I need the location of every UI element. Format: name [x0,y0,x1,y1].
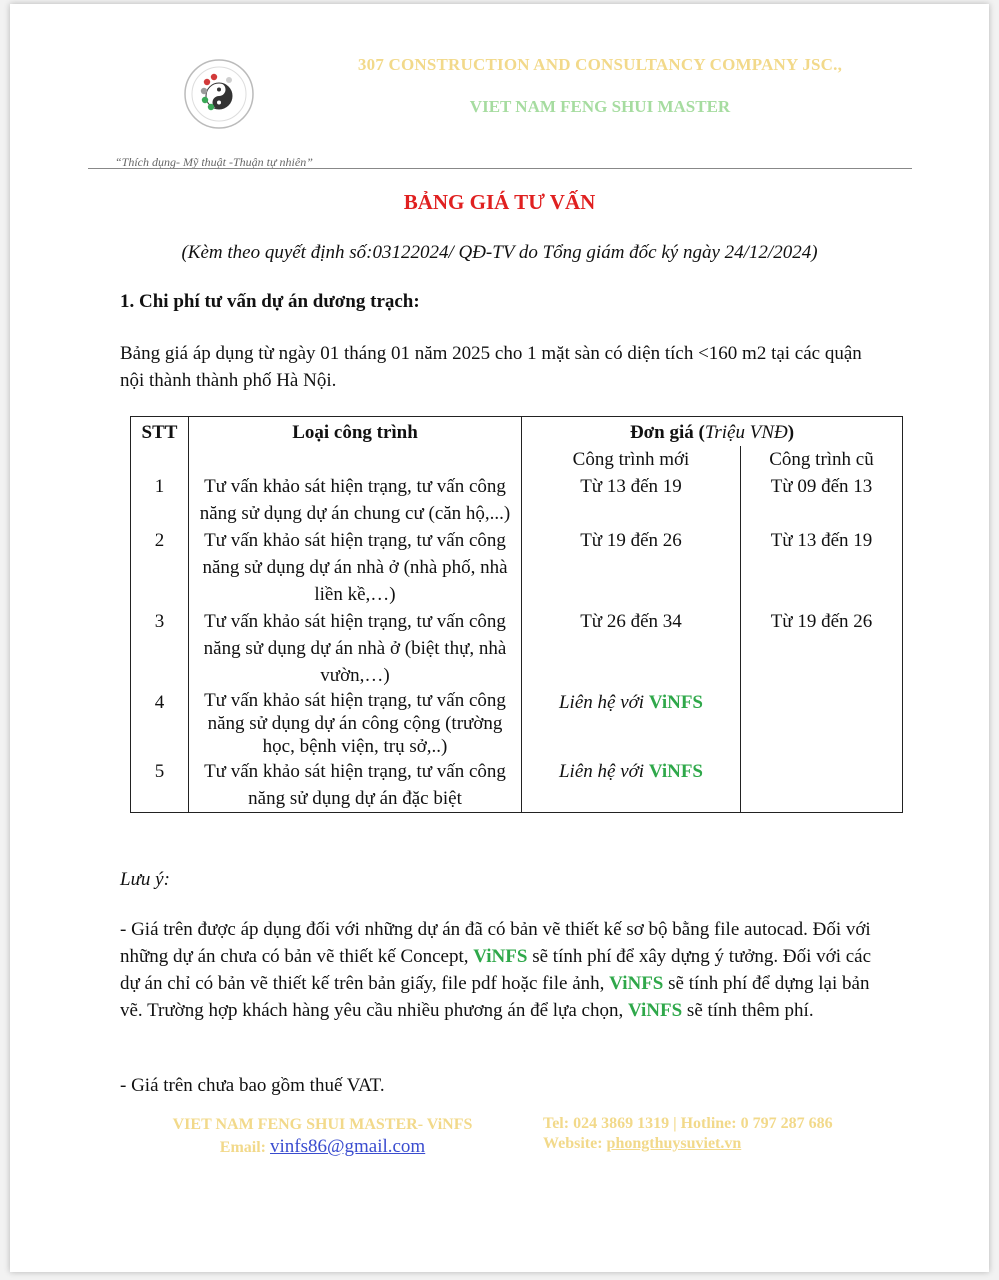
subheader-old: Công trình cũ [741,446,903,473]
row-stt: 3 [131,608,189,689]
table-row [131,689,903,758]
brand-vinfs: ViNFS [648,692,704,713]
note-paragraph-1 [120,916,880,1024]
row-type: Tư vấn khảo sát hiện trạng, tư vấn công năng sử dụng dự án nhà ở (biệt thự, nhà vườn,…) [189,608,522,689]
company-slogan: “Thích dụng- Mỹ thuật -Thuận tự nhiên” [115,155,313,169]
footer-email-line [150,1136,495,1159]
row-price-new: Từ 26 đến 34 [522,608,741,689]
note-text: sẽ tính phí để dựng lại bản vẽ. Trường hợp khách hàng yêu cầu nhiều phương án để lựa chọn, [120,973,870,1021]
row-price-new [522,758,741,813]
header-price [522,417,903,447]
decision-reference: (Kèm theo quyết định số:03122024/ QĐ-TV do Tổng giám đốc ký ngày 24/12/2024) [181,242,818,263]
footer-contact [543,1114,833,1154]
row-type: Tư vấn khảo sát hiện trạng, tư vấn công năng sử dụng dự án công cộng (trường học, bệnh viện, trụ sở,..) [189,689,522,758]
row-price-old: Từ 09 đến 13 [741,473,903,527]
header-price-unit: Triệu VNĐ [704,422,788,443]
header-stt: STT [131,417,189,474]
header-divider [88,168,912,169]
footer-website-line [543,1134,833,1154]
brand-vinfs: ViNFS [627,1000,683,1021]
table-row [131,473,903,527]
row-price-old [741,689,903,758]
row-price-old [741,758,903,813]
table-header-row [131,417,903,447]
subheader-new: Công trình mới [522,446,741,473]
brand-vinfs: ViNFS [473,946,528,967]
row-stt: 5 [131,758,189,813]
footer-brand-line: VIET NAM FENG SHUI MASTER- ViNFS [172,1116,473,1133]
footer-website-label: Website: [543,1135,603,1152]
row-stt: 4 [131,689,189,758]
note-text: sẽ tính phí để xây dựng ý tưởng. Đối với các dự án chỉ có bản vẽ thiết kế trên bản giấy, file pdf hoặc file ảnh, [120,946,872,994]
header-price-label: Đơn giá ( [629,422,705,443]
company-name: 307 CONSTRUCTION AND CONSULTANCY COMPANY JSC., [357,55,843,74]
row-price-new [522,689,741,758]
document-title: BẢNG GIÁ TƯ VẤN [403,190,596,214]
website-link[interactable]: phongthuysuviet.vn [606,1135,742,1152]
price-table [130,416,903,813]
row-price-old: Từ 13 đến 19 [741,527,903,608]
row-type: Tư vấn khảo sát hiện trạng, tư vấn công năng sử dụng dự án chung cư (căn hộ,...) [189,473,522,527]
row-stt: 2 [131,527,189,608]
note-text: sẽ tính thêm phí. [686,1000,814,1021]
brand-name: VIET NAM FENG SHUI MASTER [469,97,731,116]
header-type: Loại công trình [189,417,522,474]
row-stt: 1 [131,473,189,527]
email-link[interactable]: vinfs86@gmail.com [269,1136,426,1157]
intro-paragraph: Bảng giá áp dụng từ ngày 01 tháng 01 năm 2025 cho 1 mặt sàn có diện tích <160 m2 tại các quận nội thành thành phố Hà Nội. [120,343,862,391]
note-paragraph-2: - Giá trên chưa bao gồm thuế VAT. [120,1075,385,1096]
brand-vinfs: ViNFS [609,973,664,994]
company-logo [183,58,255,130]
table-row [131,758,903,813]
table-row [131,527,903,608]
row-price-new: Từ 13 đến 19 [522,473,741,527]
footer-email-label: Email: [219,1139,266,1156]
header-price-close: ) [787,422,795,443]
row-type: Tư vấn khảo sát hiện trạng, tư vấn công năng sử dụng dự án đặc biệt [189,758,522,813]
section-heading: 1. Chi phí tư vấn dự án dương trạch: [120,291,420,312]
row-price-old: Từ 19 đến 26 [741,608,903,689]
note-text: - Giá trên được áp dụng đối với những dự án đã có bản vẽ thiết kế sơ bộ bằng file autocad. Đối với những dự án chưa có bản vẽ thiết kế Concept, [120,919,871,967]
table-row [131,608,903,689]
footer-phone-line: Tel: 024 3869 1319 | Hotline: 0 797 287 686 [543,1115,833,1132]
contact-label: Liên hệ với [558,761,645,782]
notes-label: Lưu ý: [120,869,170,890]
brand-vinfs: ViNFS [648,761,704,782]
contact-label: Liên hệ với [558,692,645,713]
row-type: Tư vấn khảo sát hiện trạng, tư vấn công năng sử dụng dự án nhà ở (nhà phố, nhà liền kề,…) [189,527,522,608]
footer-brand [150,1114,495,1159]
row-price-new: Từ 19 đến 26 [522,527,741,608]
